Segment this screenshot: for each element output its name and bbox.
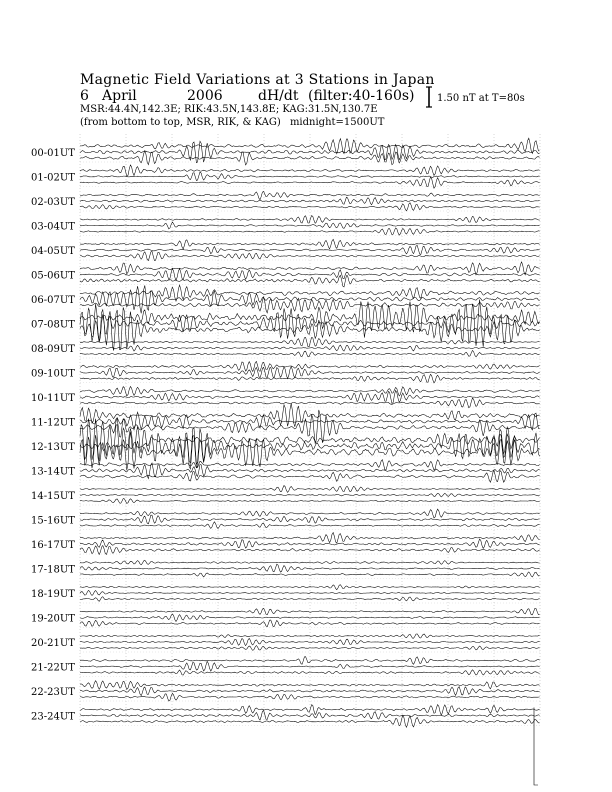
row-label: 12-13UT bbox=[31, 442, 75, 453]
row-label: 15-16UT bbox=[31, 515, 75, 527]
row-label: 10-11UT bbox=[31, 393, 75, 404]
quantity-label: dH/dt bbox=[258, 88, 299, 104]
trace-msr bbox=[80, 546, 540, 555]
row-label: 17-18UT bbox=[31, 564, 75, 576]
trace-rik bbox=[80, 245, 540, 254]
row-label: 02-03UT bbox=[31, 197, 75, 208]
trace-kag bbox=[80, 216, 540, 224]
trace-rik bbox=[80, 515, 540, 524]
trace-rik bbox=[80, 711, 540, 721]
trace-kag bbox=[80, 509, 540, 518]
trace-rik bbox=[80, 687, 540, 696]
trace-msr bbox=[80, 251, 540, 260]
trace-rik bbox=[80, 590, 540, 595]
date-day: 6 bbox=[80, 88, 89, 104]
trace-rik bbox=[80, 493, 540, 497]
row-label: 23-24UT bbox=[31, 711, 75, 723]
trace-kag bbox=[80, 191, 540, 199]
midnight-note: midnight=1500UT bbox=[289, 117, 385, 128]
trace-tail bbox=[534, 708, 538, 786]
row-label: 19-20UT bbox=[31, 613, 75, 625]
row-label: 05-06UT bbox=[31, 270, 75, 282]
row-label: 11-12UT bbox=[31, 417, 75, 429]
date-month: April bbox=[102, 88, 137, 104]
trace-msr bbox=[80, 499, 540, 504]
row-label: 00-01UT bbox=[31, 148, 75, 159]
row-label: 20-21UT bbox=[31, 638, 75, 649]
trace-rik bbox=[80, 564, 540, 572]
row-label: 16-17UT bbox=[31, 540, 75, 551]
trace-kag bbox=[80, 533, 540, 544]
trace-msr bbox=[80, 646, 540, 651]
row-label: 04-05UT bbox=[31, 246, 75, 257]
row-label: 09-10UT bbox=[31, 368, 75, 380]
row-label: 14-15UT bbox=[31, 491, 75, 502]
row-label: 08-09UT bbox=[31, 344, 75, 355]
station-coordinates: MSR:44.4N,142.3E; RIK:43.5N,143.8E; KAG:31.5N,130.7E bbox=[80, 104, 378, 115]
row-label: 21-22UT bbox=[31, 662, 75, 674]
trace-kag bbox=[80, 681, 540, 690]
scale-label: 1.50 nT at T=80s bbox=[437, 93, 525, 104]
trace-kag bbox=[80, 387, 540, 396]
row-label: 07-08UT bbox=[31, 319, 75, 331]
filter-label: (filter:40-160s) bbox=[308, 88, 415, 104]
trace-kag bbox=[80, 657, 540, 665]
trace-msr bbox=[80, 597, 540, 602]
row-label: 06-07UT bbox=[31, 295, 75, 306]
trace-rik bbox=[80, 539, 540, 549]
row-label: 18-19UT bbox=[31, 589, 75, 600]
trace-msr bbox=[80, 374, 540, 383]
row-label: 01-02UT bbox=[31, 172, 75, 184]
trace-msr bbox=[80, 275, 540, 287]
row-label: 22-23UT bbox=[31, 687, 75, 698]
row-label: 03-04UT bbox=[31, 221, 75, 233]
row-label: 13-14UT bbox=[31, 466, 75, 478]
trace-kag bbox=[80, 239, 540, 249]
chart-title: Magnetic Field Variations at 3 Stations in Japan bbox=[80, 72, 435, 88]
trace-msr bbox=[80, 228, 540, 235]
trace-msr bbox=[80, 398, 540, 408]
date-year: 2006 bbox=[187, 88, 223, 104]
order-note: (from bottom to top, MSR, RIK, & KAG) bbox=[80, 117, 281, 128]
trace-msr bbox=[80, 693, 540, 701]
trace-kag bbox=[80, 634, 540, 638]
trace-rik bbox=[80, 141, 540, 163]
trace-kag bbox=[80, 165, 540, 176]
